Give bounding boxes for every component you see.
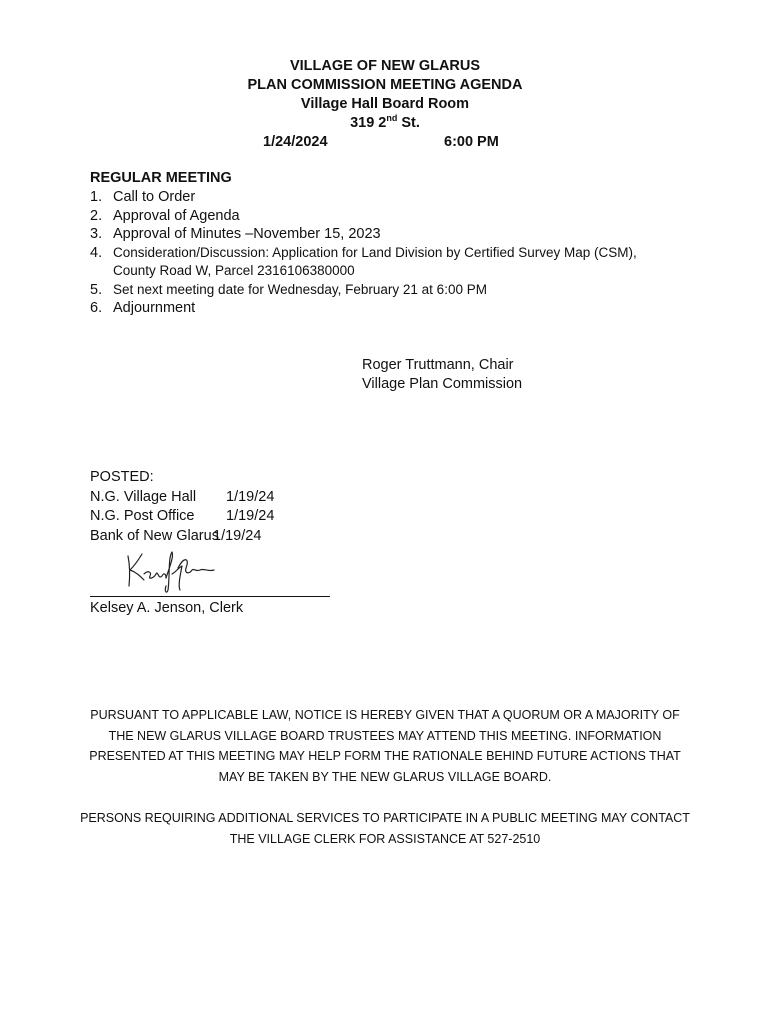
regular-meeting-heading: REGULAR MEETING — [90, 170, 232, 186]
list-item: 5. Set next meeting date for Wednesday, February 21 at 6:00 PM — [90, 281, 487, 298]
services-notice: PERSONS REQUIRING ADDITIONAL SERVICES TO PARTICIPATE IN A PUBLIC MEETING MAY CONTACT THE VILLAGE CLERK FOR ASSISTANCE AT 527-2510 — [80, 811, 690, 846]
list-item: 4. Consideration/Discussion: Application for Land Division by Certified Survey Map (CSM), County Road W, Parcel 2316106380000 — [90, 244, 637, 278]
agenda-title: PLAN COMMISSION MEETING AGENDA — [247, 77, 523, 93]
village-name: VILLAGE OF NEW GLARUS — [289, 58, 481, 74]
meeting-address: 319 2nd St. — [350, 113, 420, 131]
posted-row: N.G. Village Hall 1/19/24 — [90, 488, 275, 505]
agenda-list — [90, 188, 683, 318]
meeting-date: 1/24/2024 — [263, 134, 328, 150]
meeting-date-time — [0, 133, 770, 152]
quorum-notice: PURSUANT TO APPLICABLE LAW, NOTICE IS HEREBY GIVEN THAT A QUORUM OR A MAJORITY OF THE NEW GLARUS VILLAGE BOARD TRUSTEES MAY ATTEND THIS MEETING. INFORMATION PRESENTED AT THIS MEETING MAY HELP FORM THE RATIONALE BEHIND FUTURE ACTIONS THAT MAY BE TAKEN BY THE NEW GLARUS VILLAGE BOARD. — [89, 708, 681, 784]
list-item: 2. Approval of Agenda — [90, 207, 240, 224]
posted-row: N.G. Post Office 1/19/24 — [90, 508, 275, 524]
clerk-name: Kelsey A. Jenson, Clerk — [90, 600, 244, 616]
agenda-header — [0, 57, 770, 152]
chair-signoff — [362, 356, 522, 393]
meeting-location: Village Hall Board Room — [300, 96, 470, 112]
meeting-time: 6:00 PM — [444, 134, 499, 150]
clerk-signature-image — [120, 546, 220, 596]
posted-section — [90, 468, 275, 546]
list-item: 3. Approval of Minutes –November 15, 2023 — [90, 226, 381, 242]
chair-title: Village Plan Commission — [362, 375, 523, 392]
list-item: 6. Adjournment — [90, 300, 196, 316]
list-item: 1. Call to Order — [90, 189, 196, 205]
chair-name: Roger Truttmann, Chair — [362, 357, 514, 373]
signature-line — [90, 596, 330, 597]
posted-label: POSTED: — [90, 469, 154, 485]
posted-row: Bank of New Glarus 1/19/24 — [90, 527, 262, 544]
